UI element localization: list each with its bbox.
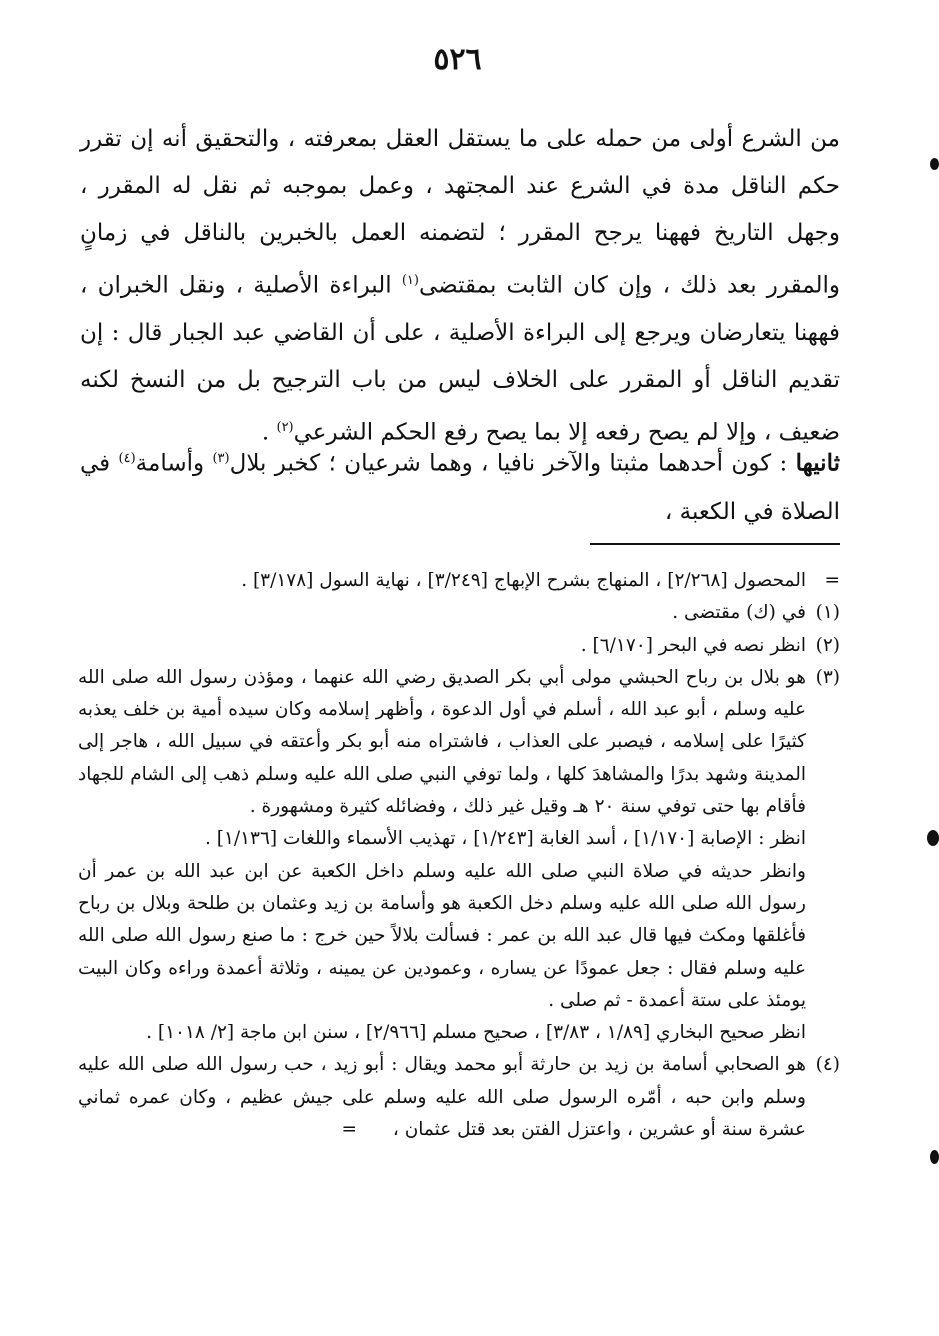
footnote-marker: (٢) [815, 634, 840, 656]
footnote-marker: (١) [815, 602, 840, 624]
paragraph-end: . [261, 419, 277, 446]
footnote-text: انظر نصه في البحر [٦/١٧٠] . [580, 634, 806, 656]
page-number: ٥٢٦ [433, 42, 482, 77]
footnote-4 [78, 1049, 840, 1146]
footnote-2 [78, 630, 840, 662]
footnote-marker: (٣) [815, 666, 840, 688]
footnote-ref-2[interactable]: (٢) [276, 419, 294, 435]
continuation-marker: = [824, 570, 840, 591]
footnote-ref-4[interactable]: (٤) [118, 451, 136, 466]
paragraph-text: من الشرع أولى من حمله على ما يستقل العقل بمعرفته ، والتحقيق أنه إن تقرر حكم الناقل مدة في الشرع عند المجتهد ، وعمل بموجبه ثم نقل له المقرر ، وجهل التاريخ فههنا يرجح المقرر ؛ لتضمنه العمل بالخبرين بالناقل في زمانٍ والمقرر بعد ذلك ، وإن كان الثابت بمقتضى [80, 126, 841, 299]
paragraph-text: في الصلاة في الكعبة ، [80, 450, 840, 525]
paragraph-text: وأسامة [135, 450, 213, 477]
footnote-ref-1[interactable]: (١) [401, 273, 419, 288]
continuation-marker: = [341, 1119, 357, 1141]
footnote-hadith: وانظر حديثه في صلاة النبي صلى الله عليه وسلم داخل الكعبة عن ابن عبد الله بن عمر أن رسول الله صلى الله عليه وسلم دخل الكعبة هو وأسامة بن زيد وعثمان بن طلحة وبلال بن رباح فأغلقها ومكث فيها قال عبد الله بن عمر : فسألت بلالاً حين خرج : ما صنع رسول الله صلى الله عليه وسلم فقال : جعل عمودًا عن يساره ، وعمودين عن يمينه ، وثلاثة أعمدة وراءه وكان البيت يومئذ على ستة أعمدة - ثم صلى . [78, 860, 806, 1011]
footnote-3 [78, 662, 840, 1050]
scan-blot-top [930, 158, 939, 170]
footnote-separator [590, 543, 840, 545]
footnote-marker: (٤) [815, 1054, 840, 1076]
scan-blot-bottom [930, 1150, 939, 1164]
footnote-text: هو الصحابي أسامة بن زيد بن حارثة أبو محمد ويقال : أبو زيد ، حب رسول الله صلى الله عليه وسلم وابن حبه ، أمّره الرسول صلى الله عليه وسلم على جيش عظيم ، وكان عمره ثماني عشرة سنة أو عشرين ، واعتزل الفتن بعد قتل عثمان ، [78, 1054, 806, 1141]
footnote-text: في (ك) مقتضى . [672, 602, 806, 624]
footnote-1 [78, 597, 840, 629]
footnote-text: هو بلال بن رباح الحبشي مولى أبي بكر الصديق رضي الله عنهما ، ومؤذن رسول الله صلى الله عليه وسلم ، أبو عبد الله ، أسلم في أول الدعوة ، وأظهر إسلامه وكان سيده أمية بن خلف يعذبه كثيرًا على إسلامه ، فيصبر على العذاب ، فاشتراه منه أبو بكر وأعتقه في سبيل الله ، هاجر إلى المدينة وشهد بدرًا والمشاهدَ كلها ، ولما توفي النبي صلى الله عليه وسلم ذهب إلى الشام للجهاد فأقام بها حتى توفي سنة ٢٠ هـ وقيل غير ذلك ، وفضائله كثيرة ومشهورة . [78, 666, 806, 818]
footnote-continuation [78, 565, 840, 597]
footnote-ref-3[interactable]: (٣) [212, 451, 230, 466]
main-paragraph-1 [80, 116, 840, 456]
paragraph-lead-word: ثانيها [795, 449, 840, 477]
footnote-reference: انظر : الإصابة [١/١٧٠] ، أسد الغابة [١/٢٤٣] ، تهذيب الأسماء واللغات [١/١٣٦] . [204, 828, 806, 850]
footnote-reference: انظر صحيح البخاري [١/٨٩ ، ٣/٨٣] ، صحيح مسلم [٢/٩٦٦] ، سنن ابن ماجة [٢/ ١٠١٨] . [146, 1022, 806, 1044]
footnotes-section [78, 565, 840, 1146]
footnote-body [78, 1049, 806, 1146]
paragraph-text: : كون أحدهما مثبتا والآخر نافيا ، وهما شرعيان ؛ كخبر بلال [229, 450, 796, 477]
footnote-body [78, 662, 806, 1050]
main-paragraph-2 [80, 435, 840, 536]
footnote-text: المحصول [٢/٢٦٨] ، المنهاج بشرح الإبهاج [٣/٢٤٩] ، نهاية السول [٣/١٧٨] . [241, 570, 806, 591]
scan-blot-middle [927, 830, 939, 846]
paragraph-text: البراءة الأصلية ، ونقل الخبران ، فههنا يتعارضان ويرجع إلى البراءة الأصلية ، على أن القاضي عبد الجبار قال : إن تقديم الناقل أو المقرر على الخلاف ليس من باب الترجيح بل من النسخ لكنه ضعيف ، وإلا لم يصح رفعه إلا بما يصح رفع الحكم الشرعي [80, 272, 840, 446]
